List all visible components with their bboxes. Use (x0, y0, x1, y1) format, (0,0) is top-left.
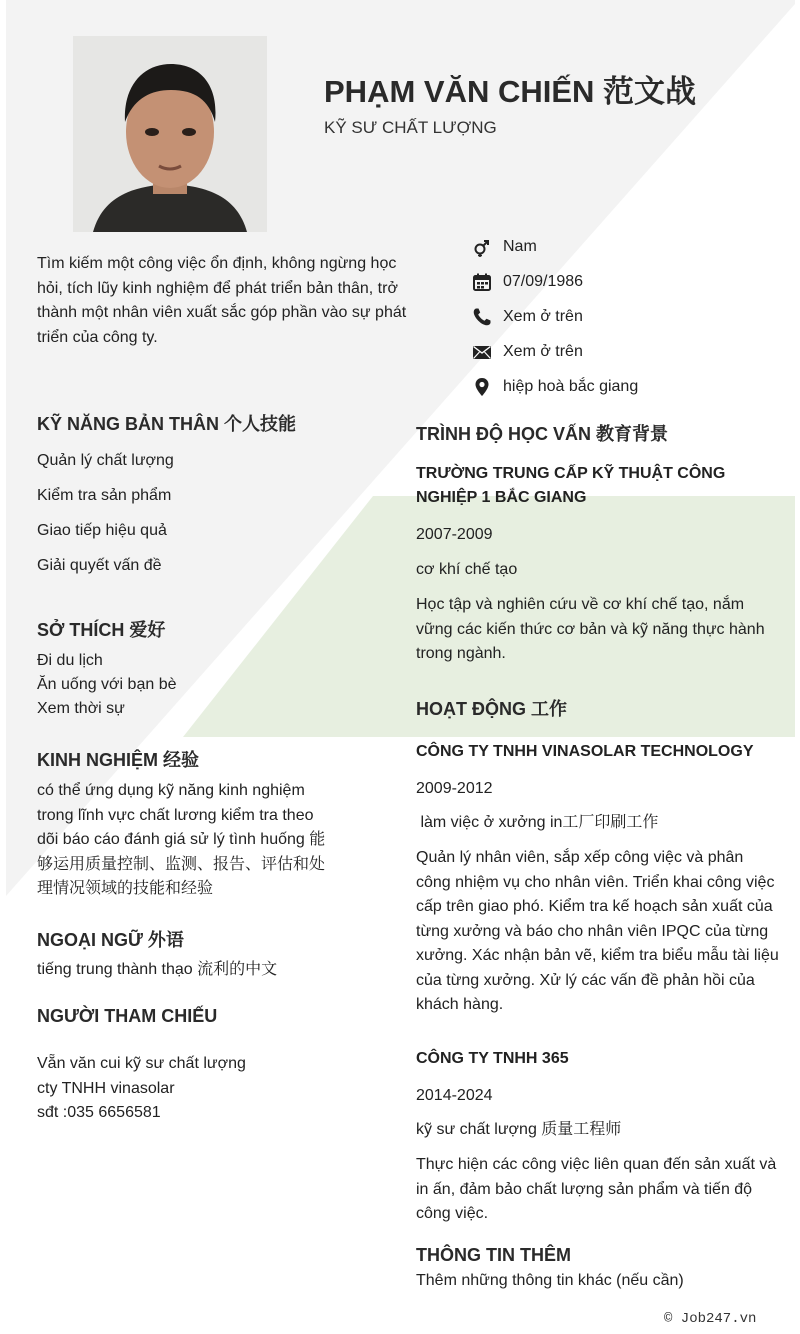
additional-info-text: Thêm những thông tin khác (nếu cần) (416, 1272, 684, 1289)
job-position: làm việc ở xưởng in工厂印刷工作 (416, 814, 659, 831)
languages-text: tiếng trung thành thạo 流利的中文 (37, 961, 278, 978)
birthdate-text: 07/09/1986 (503, 273, 584, 291)
references-list (37, 1052, 246, 1126)
hobbies-heading: SỞ THÍCH 爱好 (37, 620, 166, 640)
job-company: CÔNG TY TNHH 365 (416, 1050, 569, 1067)
experience-summary-text: có thể ứng dụng kỹ năng kinh nghiệm trong lĩnh vực chất lương kiểm tra theo dõi báo cáo đánh giá sử lý tình huống 能够运用质量控制、监测、报告、评估和处理情况领域的技能和经验 (37, 782, 326, 897)
skill-item: Quản lý chất lượng (37, 452, 174, 469)
references-heading: NGƯỜI THAM CHIẾU (37, 1006, 218, 1026)
address-text: hiệp hoà bắc giang (503, 377, 639, 395)
hobby-item: Ăn uống với bạn bè (37, 676, 177, 693)
email-text: Xem ở trên (503, 342, 583, 360)
gender-text: Nam (503, 238, 537, 256)
phone-text: Xem ở trên (503, 307, 583, 325)
education-school: TRƯỜNG TRUNG CẤP KỸ THUẬT CÔNG NGHIỆP 1 BẮC GIANG (416, 465, 726, 506)
job-period: 2009-2012 (416, 780, 493, 797)
experience-summary-heading: KINH NGHIỆM 经验 (37, 750, 199, 770)
hobby-item: Xem thời sự (37, 700, 125, 717)
job-title: KỸ SƯ CHẤT LƯỢNG (324, 118, 497, 137)
reference-line: sđt :035 6656581 (37, 1104, 161, 1121)
work-heading: HOẠT ĐỘNG 工作 (416, 699, 567, 719)
education-description: Học tập và nghiên cứu về cơ khí chế tạo, nắm vững các kiến thức cơ bản và kỹ năng thực hành trong ngành. (416, 596, 765, 662)
skills-heading: KỸ NĂNG BẢN THÂN 个人技能 (37, 414, 296, 434)
reference-line: cty TNHH vinasolar (37, 1079, 175, 1097)
candidate-name: PHẠM VĂN CHIẾN 范文战 (324, 74, 697, 109)
reference-line: Vẵn văn cui kỹ sư chất lượng (37, 1055, 246, 1072)
job-description: Thực hiện các công việc liên quan đến sản xuất và in ấn, đảm bảo chất lượng sản phẩm và tiến độ công việc. (416, 1156, 777, 1222)
contact-birthdate (471, 265, 638, 300)
footer-copyright[interactable]: © Job247.vn (664, 1311, 757, 1327)
contact-list (471, 230, 638, 404)
additional-info-heading: THÔNG TIN THÊM (416, 1245, 571, 1265)
skill-item: Kiểm tra sản phẩm (37, 487, 172, 504)
job-description: Quản lý nhân viên, sắp xếp công việc và phân công nhiệm vụ cho nhân viên. Triển khai công việc cấp trên giao phó. Kiểm tra kế hoạch sản xuất của từng xưởng và báo cho nhân viên IPQC của từng xưởng. Xác nhận bản vẽ, kiểm tra biểu mẫu tài liệu của từng xưởng. Xử lý các vấn đề phản hồi của khách hàng. (416, 849, 779, 1013)
contact-gender (471, 230, 638, 265)
education-period: 2007-2009 (416, 526, 493, 543)
email-icon (471, 341, 493, 363)
hobby-item: Đi du lịch (37, 652, 103, 669)
skill-item: Giải quyết vấn đề (37, 557, 162, 574)
contact-email (471, 334, 638, 369)
contact-phone (471, 300, 638, 335)
job-position: kỹ sư chất lượng 质量工程师 (416, 1121, 622, 1138)
profile-photo (73, 36, 267, 232)
job-period: 2014-2024 (416, 1087, 493, 1104)
career-objective: Tìm kiếm một công việc ổn định, không ngừng học hỏi, tích lũy kinh nghiệm để phát triển bản thân, trở thành một nhân viên xuất sắc góp phần vào sự phát triển của công ty. (37, 255, 407, 346)
gender-icon (471, 236, 493, 258)
skills-list (37, 449, 174, 589)
job-company: CÔNG TY TNHH VINASOLAR TECHNOLOGY (416, 743, 754, 760)
calendar-icon (471, 271, 493, 293)
hobbies-list (37, 649, 176, 721)
education-major: cơ khí chế tạo (416, 561, 518, 578)
contact-address (471, 369, 638, 404)
education-heading: TRÌNH ĐỘ HỌC VẤN 教育背景 (416, 424, 668, 444)
phone-icon (471, 306, 493, 328)
location-icon (471, 376, 493, 398)
skill-item: Giao tiếp hiệu quả (37, 522, 167, 539)
languages-heading: NGOẠI NGỮ 外语 (37, 930, 184, 950)
